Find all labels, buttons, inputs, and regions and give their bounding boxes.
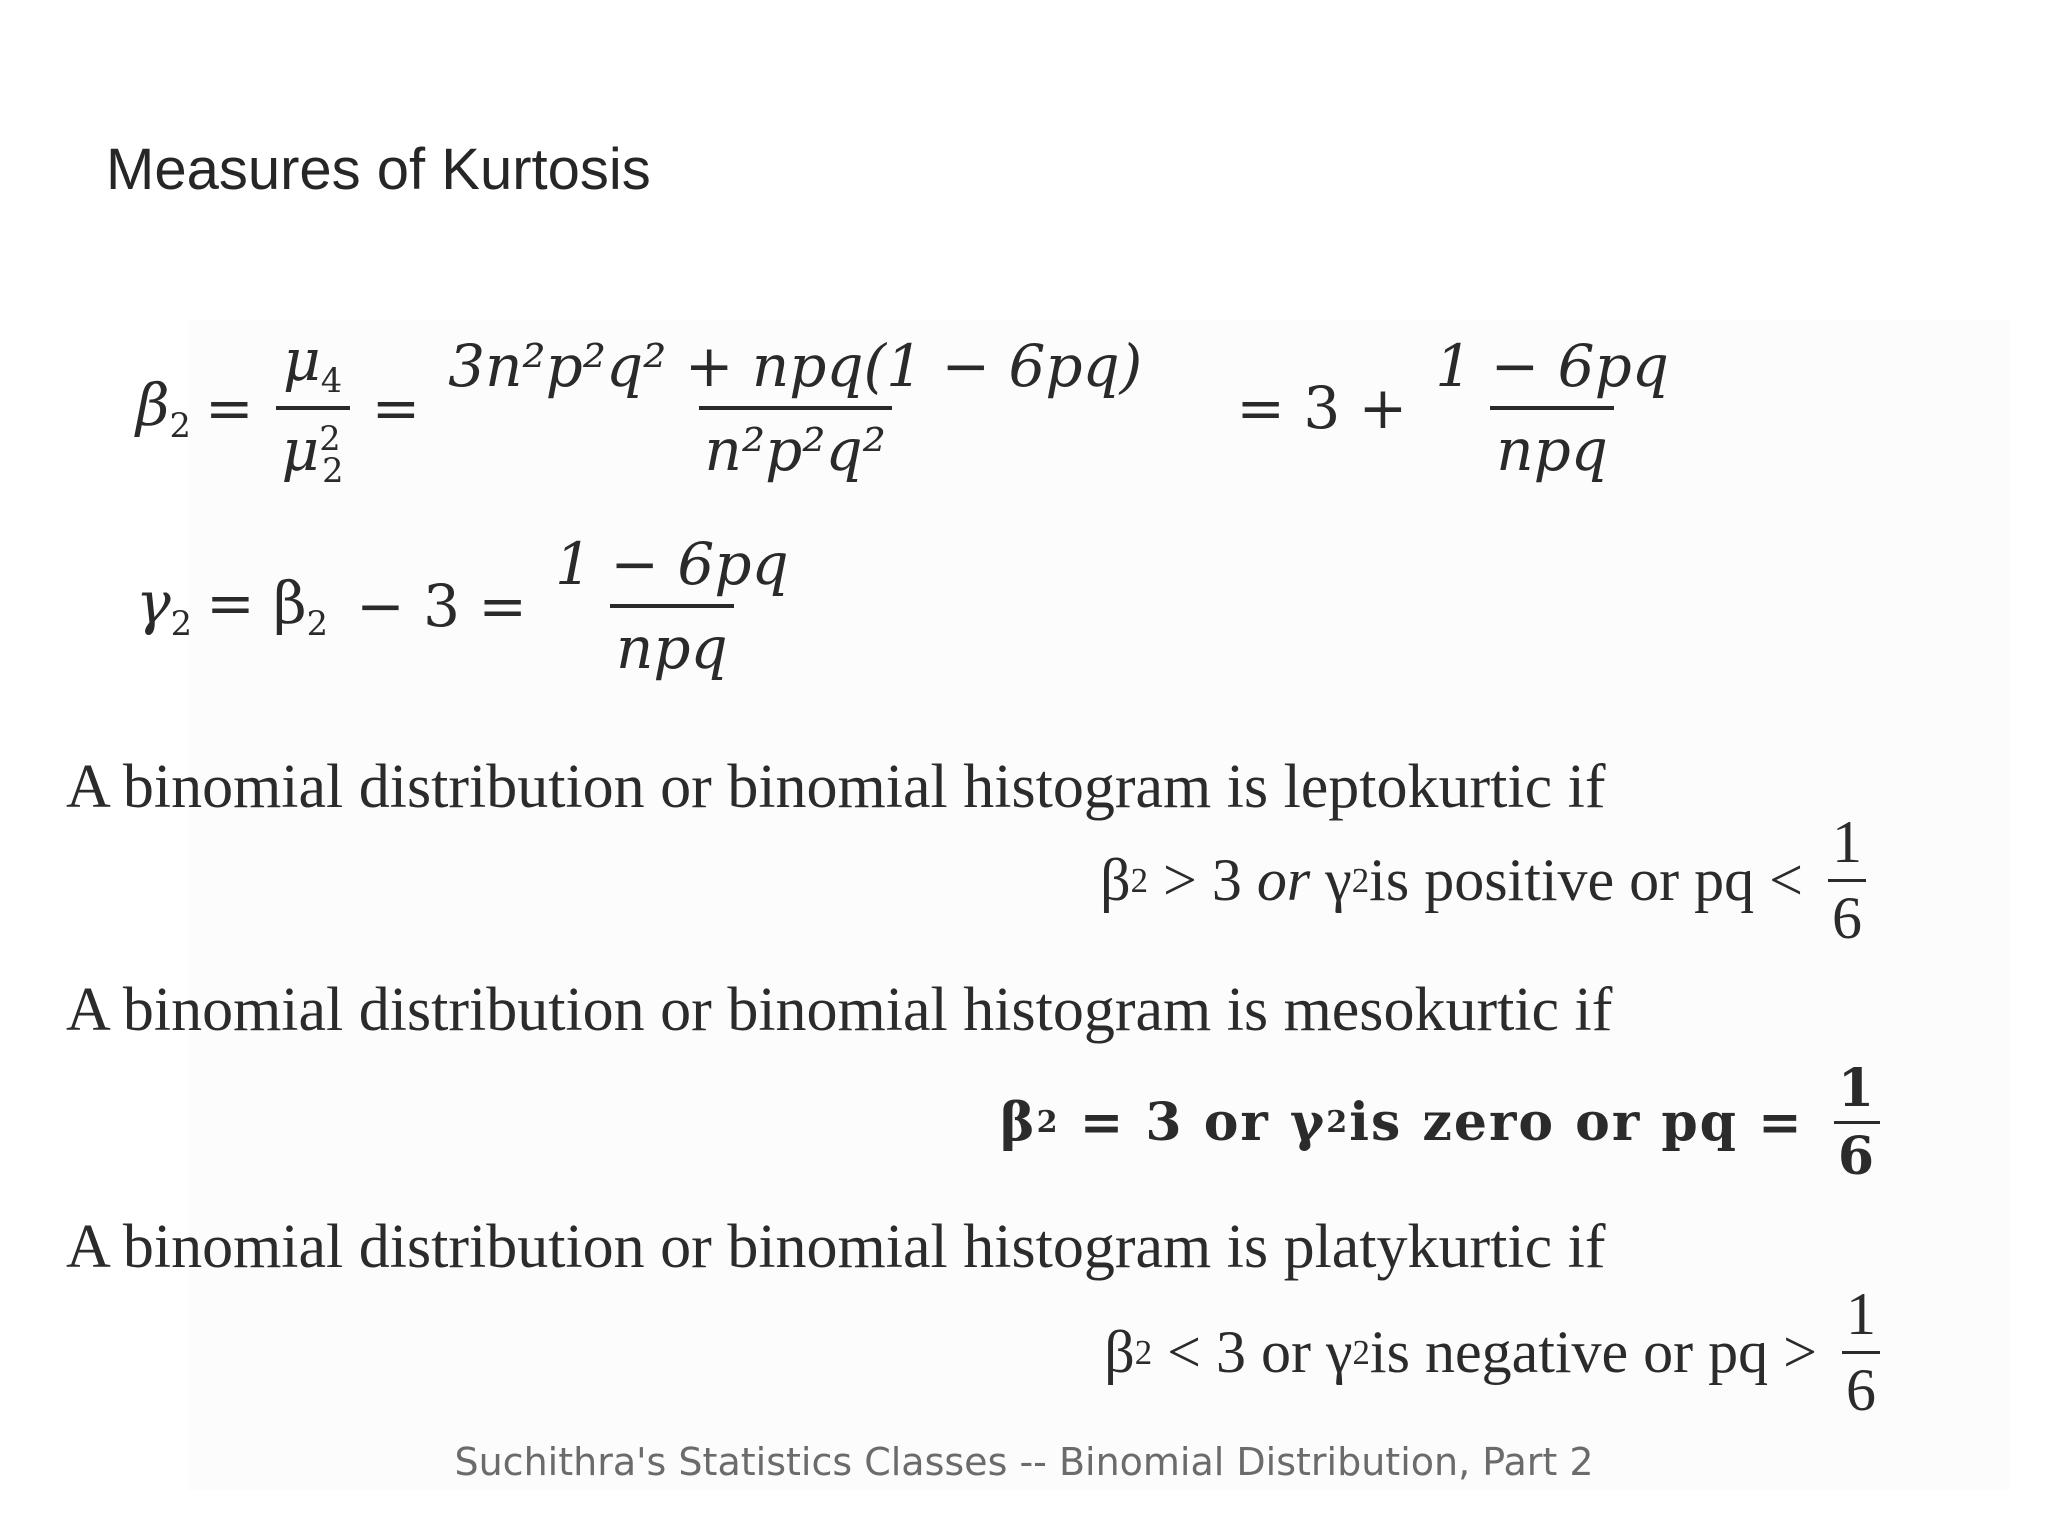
leptokurtic-statement: A binomial distribution or binomial histogram is leptokurtic if — [66, 753, 1606, 821]
gamma2-symbol: $\gamma_2$ — [136, 569, 193, 643]
mesokurtic-statement: A binomial distribution or binomial histogram is mesokurtic if — [66, 976, 1613, 1044]
slide-footer: Suchithra's Statistics Classes -- Binomial Distribution, Part 2 — [454, 1440, 1594, 1484]
gamma2-fraction: $\frac{1 - 6pq}{\text{npq}}$ — [555, 530, 789, 682]
mu-ratio-fraction: $\frac{\mu_4}{\mu^2_2}$ — [276, 326, 350, 490]
equals-three-plus: = 3 + — [1236, 373, 1408, 442]
platykurtic-statement: A binomial distribution or binomial histogram is platykurtic if — [66, 1213, 1606, 1281]
beta2-simplified-fraction: $\frac{1 - 6pq}{\text{npq}}$ — [1435, 331, 1669, 484]
beta2-formula — [136, 326, 1683, 490]
mesokurtic-condition: β 2 = 3 or γ 2 is zero or pq = $\frac{1}{6}$ — [1000, 1058, 1880, 1187]
platykurtic-condition: β 2 < 3 or γ 2 is negative or pq > $\frac{1}{6}$ — [1104, 1280, 1880, 1425]
equals-sign: = — [204, 373, 254, 442]
minus-three-equals: − 3 = — [356, 572, 528, 640]
slide-title: Measures of Kurtosis — [106, 137, 651, 202]
equals-sign: = — [371, 373, 421, 442]
beta2-symbol: $\beta_2$ — [136, 370, 191, 445]
gamma2-formula — [136, 530, 803, 682]
gamma2-mid: = $\beta_2$ — [206, 569, 329, 643]
leptokurtic-condition: β 2 > 3 or γ 2 is positive or pq < $\frac{1}{6}$ — [1100, 808, 1866, 953]
beta2-main-fraction: $\frac{\text{3n²p²q² + npq(1 − 6pq)}}{\text{n²p²q²}}$ — [448, 331, 1143, 484]
